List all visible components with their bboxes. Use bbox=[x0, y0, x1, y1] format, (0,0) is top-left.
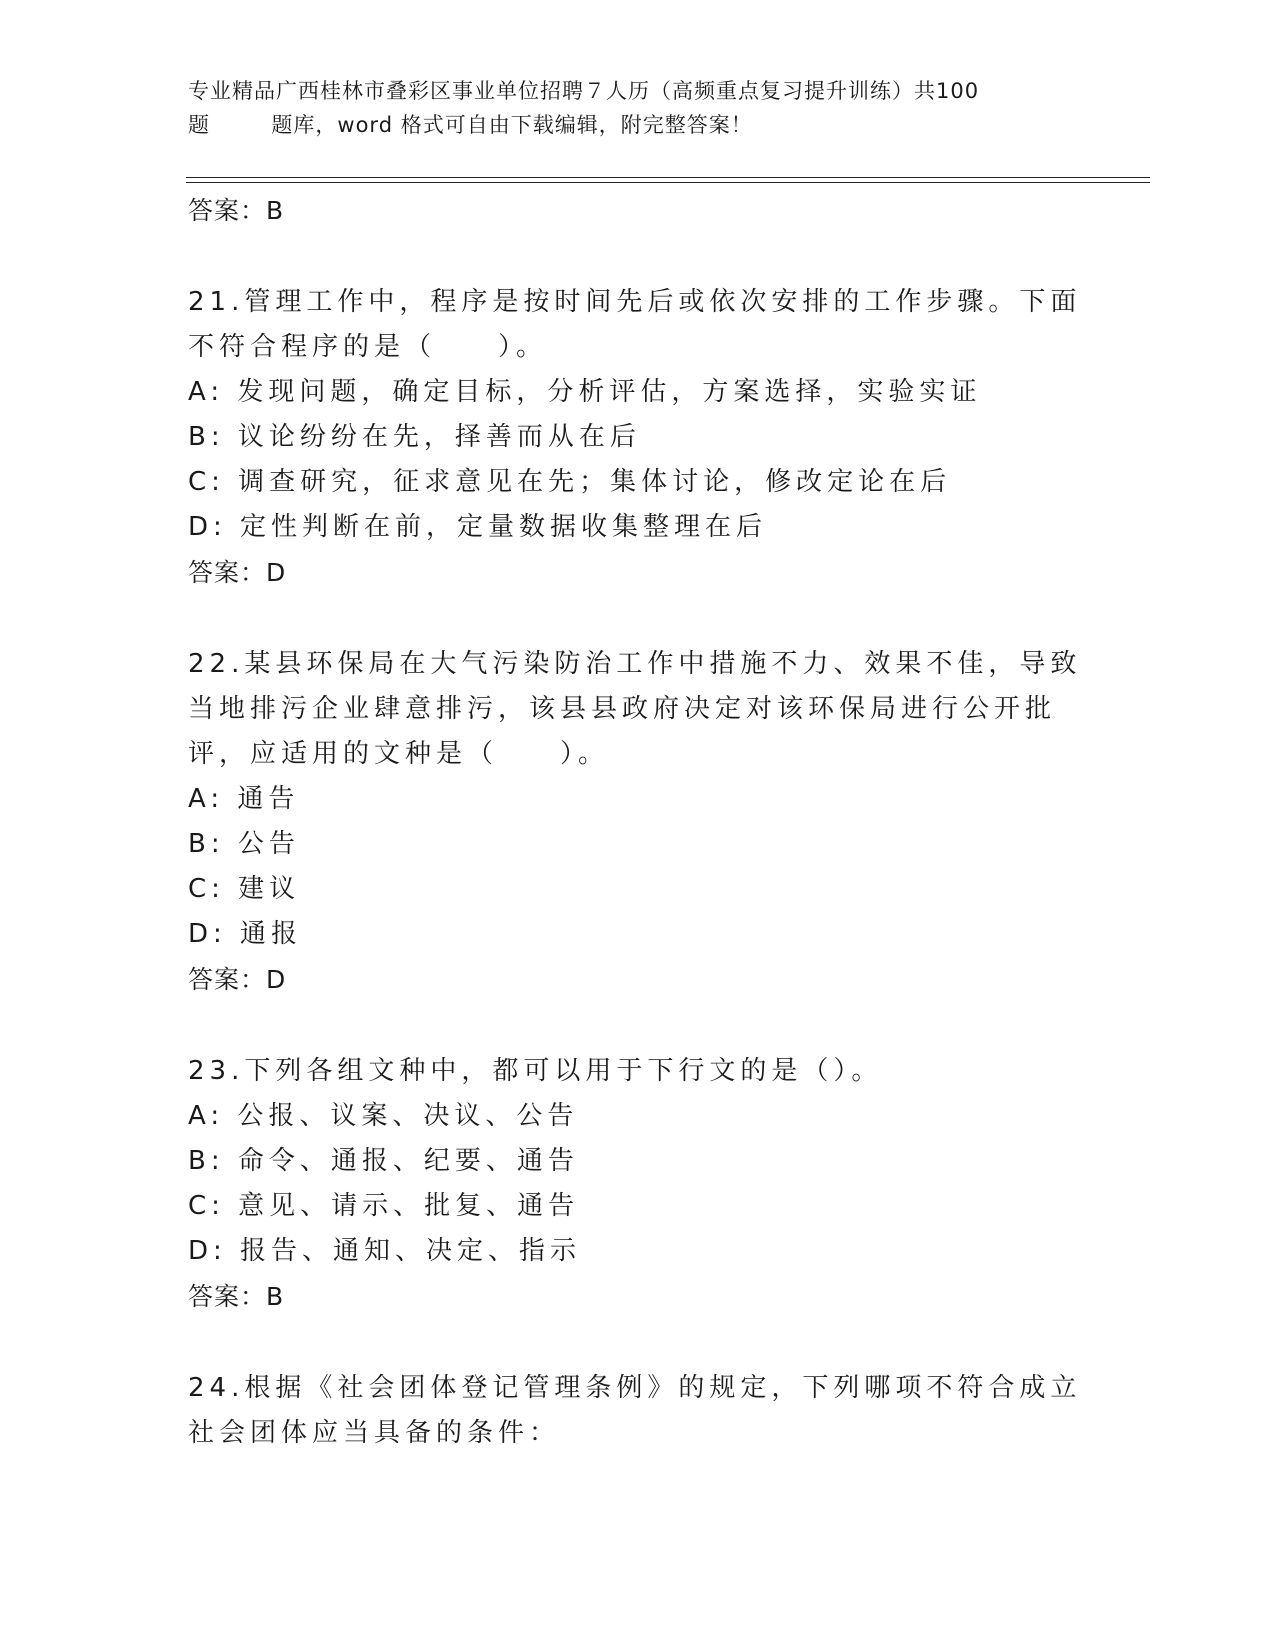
question-text: 21.管理工作中，程序是按时间先后或依次安排的工作步骤。下面不符合程序的是（ ）。 bbox=[188, 287, 1082, 362]
answer-line: 答案：D bbox=[188, 558, 287, 587]
option-b: B: 议论纷纷在先，择善而从在后 bbox=[188, 422, 641, 452]
question-block bbox=[188, 280, 1088, 596]
document-header bbox=[188, 74, 1088, 142]
question-block bbox=[188, 642, 1088, 1003]
header-divider-top bbox=[186, 177, 1150, 178]
option-a: A: 通告 bbox=[188, 784, 300, 814]
header-line-1: 专业精品广西桂林市叠彩区事业单位招聘７人历（高频重点复习提升训练）共100 bbox=[188, 79, 980, 103]
option-c: C: 意见、请示、批复、通告 bbox=[188, 1191, 580, 1221]
question-block bbox=[188, 1366, 1088, 1456]
question-text: 22.某县环保局在大气污染防治工作中措施不力、效果不佳，导致当地排污企业肆意排污，该县县政府决定对该环保局进行公开批评，应适用的文种是（ ）。 bbox=[188, 649, 1082, 769]
header-line-2: 题 题库，word 格式可自由下载编辑，附完整答案！ bbox=[188, 113, 753, 137]
option-a: A: 发现问题，确定目标，分析评估，方案选择，实验实证 bbox=[188, 377, 982, 407]
question-text: 23.下列各组文种中，都可以用于下行文的是（）。 bbox=[188, 1056, 883, 1086]
question-text: 24.根据《社会团体登记管理条例》的规定，下列哪项不符合成立社会团体应当具备的条件： bbox=[188, 1373, 1082, 1448]
option-b: B: 命令、通报、纪要、通告 bbox=[188, 1146, 579, 1176]
option-d: D: 报告、通知、决定、指示 bbox=[188, 1236, 582, 1266]
option-c: C: 建议 bbox=[188, 874, 301, 904]
option-c: C: 调查研究，征求意见在先；集体讨论，修改定论在后 bbox=[188, 467, 952, 497]
option-d: D: 定性判断在前，定量数据收集整理在后 bbox=[188, 512, 768, 542]
option-b: B: 公告 bbox=[188, 829, 300, 859]
answer-line: 答案：B bbox=[188, 196, 285, 225]
document-body bbox=[188, 188, 1088, 1456]
answer-line: 答案：D bbox=[188, 965, 287, 994]
header-divider-bottom bbox=[186, 182, 1150, 183]
option-d: D: 通报 bbox=[188, 919, 303, 949]
question-block bbox=[188, 1049, 1088, 1320]
answer-line: 答案：B bbox=[188, 1282, 285, 1311]
option-a: A: 公报、议案、决议、公告 bbox=[188, 1101, 579, 1131]
